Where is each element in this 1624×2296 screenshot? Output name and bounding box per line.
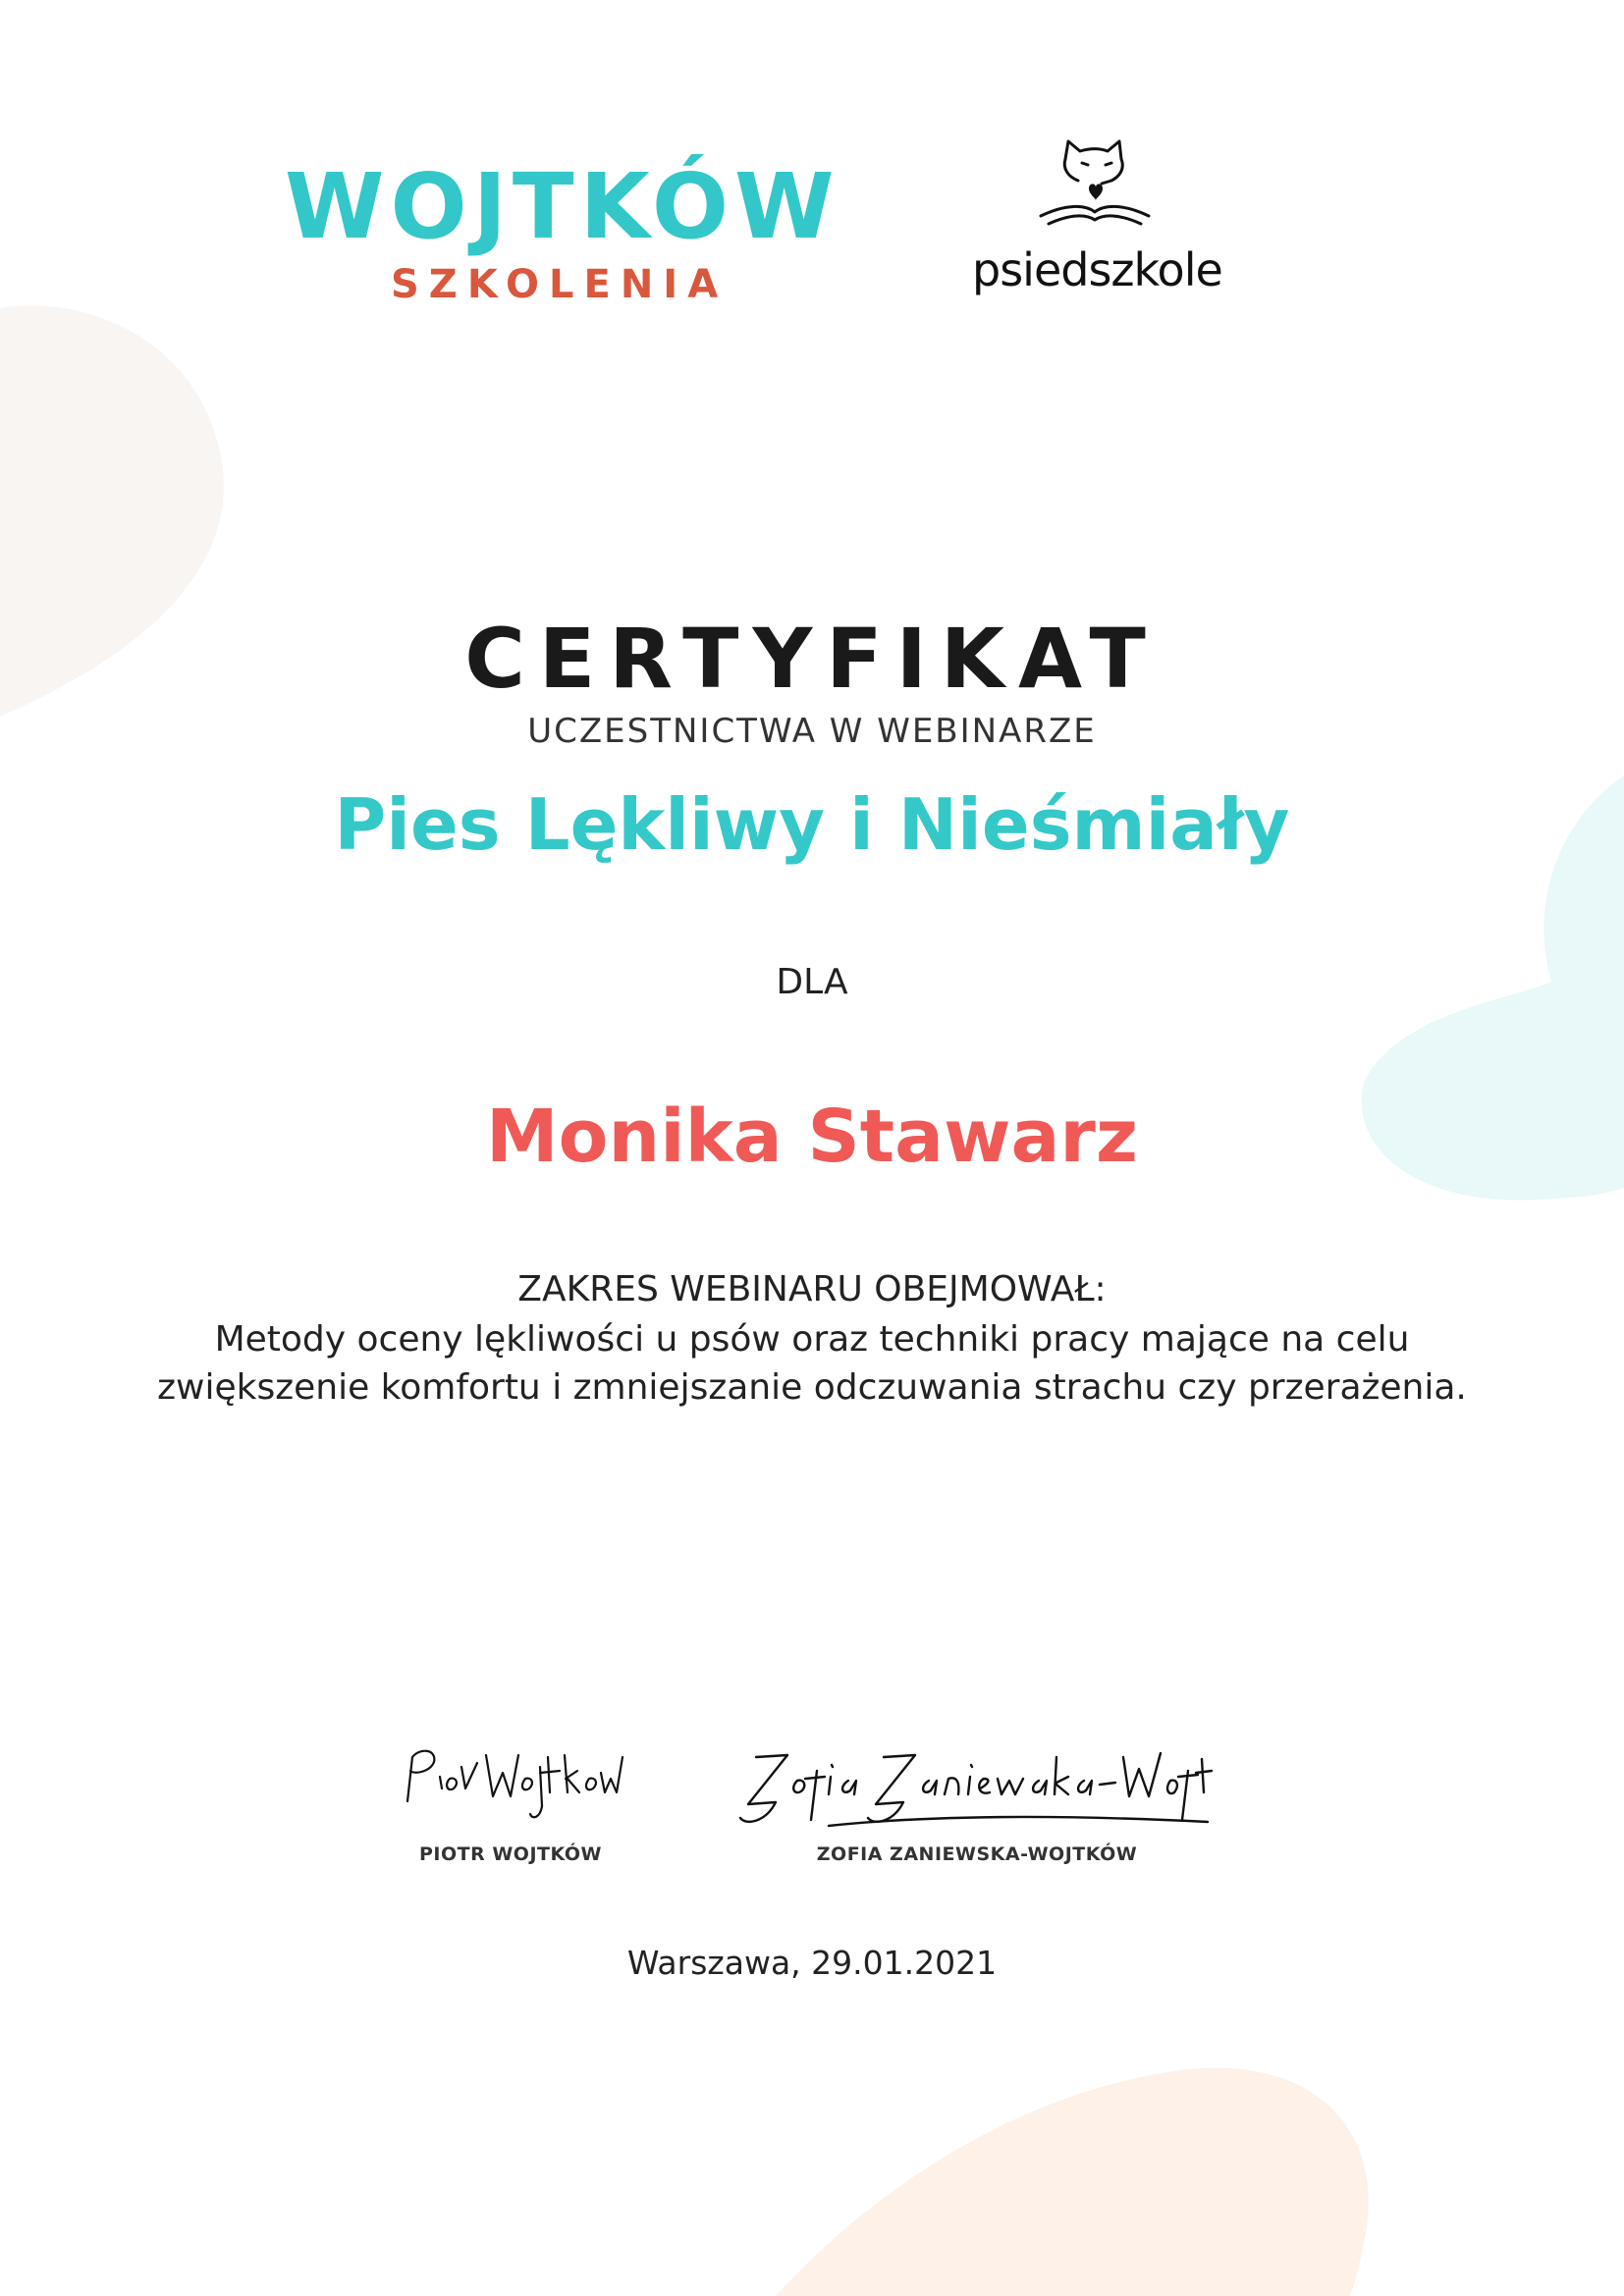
signature-block-piotr	[383, 1728, 638, 1865]
logo-psiedszkole-name: psiedszkole	[972, 243, 1222, 296]
signature-caption-zofia: ZOFIA ZANIEWSKA-WOJTKÓW	[816, 1843, 1138, 1865]
recipient-name: Monika Stawarz	[486, 1095, 1138, 1179]
signature-zofia-zaniewska-wojtkow	[727, 1728, 1227, 1836]
cat-reading-book-icon	[1021, 137, 1168, 245]
signature-caption-piotr: PIOTR WOJTKÓW	[419, 1843, 602, 1865]
signature-block-zofia	[727, 1728, 1227, 1865]
logo-wojtkow-tagline: SZKOLENIA	[391, 262, 729, 307]
scope-heading: ZAKRES WEBINARU OBEJMOWAŁ:	[517, 1269, 1107, 1309]
for-label: DLA	[776, 962, 848, 1002]
scope-description: Metody oceny lękliwości u psów oraz techniki pracy mające na celu zwiększenie komfortu i zmniejszanie odczuwania strachu czy przerażenia.	[157, 1319, 1467, 1408]
place-and-date: Warszawa, 29.01.2021	[626, 1944, 998, 1982]
wojtkow-szkolenia-logo	[285, 154, 840, 307]
psiedszkole-logo	[972, 137, 1222, 296]
certificate-title: CERTYFIKAT	[464, 611, 1160, 707]
logo-wojtkow-name: WOJTKÓW	[285, 154, 840, 259]
signature-piotr-wojtkow	[383, 1728, 638, 1836]
webinar-name: Pies Lękliwy i Nieśmiały	[334, 783, 1290, 866]
certificate-subtitle: UCZESTNICTWA W WEBINARZE	[527, 712, 1097, 751]
decorative-blob-bottom	[776, 2061, 1384, 2296]
